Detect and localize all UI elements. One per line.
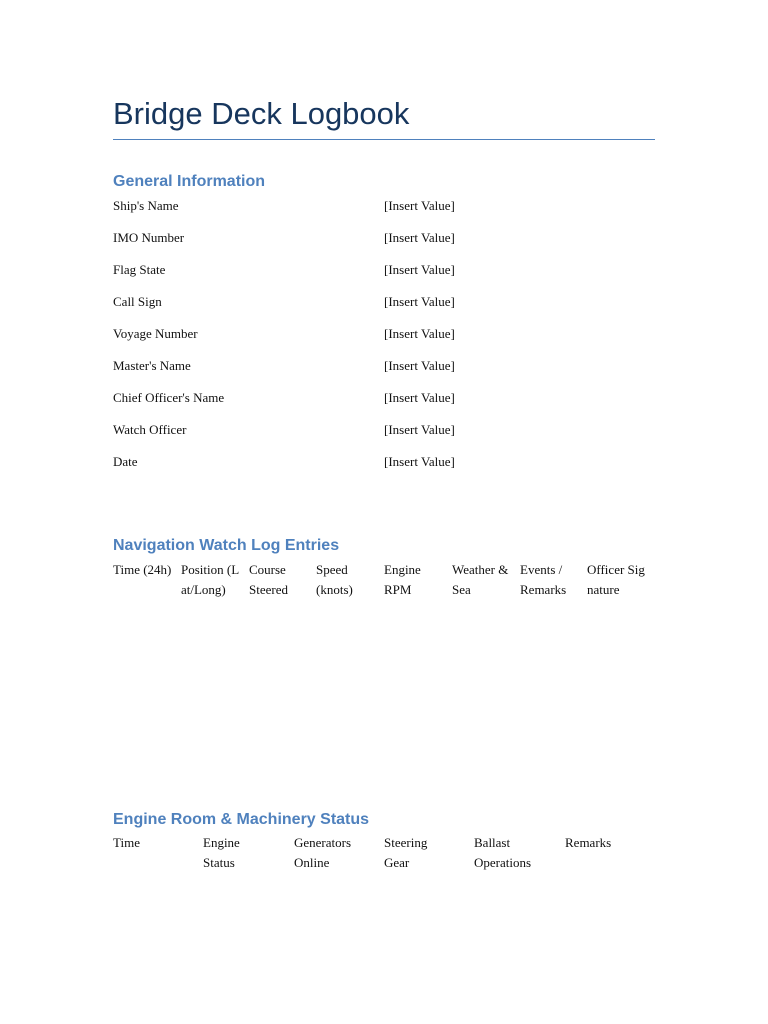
- nav-col-position: Position (Lat/Long): [181, 562, 240, 597]
- eng-col-generators: Generators Online: [294, 835, 352, 870]
- info-label-chief-officers-name: Chief Officer's Name: [113, 390, 225, 405]
- info-value-call-sign[interactable]: [Insert Value]: [384, 294, 455, 309]
- info-label-watch-officer: Watch Officer: [113, 422, 187, 437]
- info-label-flag-state: Flag State: [113, 262, 166, 277]
- engine-room-heading: Engine Room & Machinery Status: [113, 811, 370, 828]
- info-value-voyage-number[interactable]: [Insert Value]: [384, 326, 455, 341]
- info-value-date[interactable]: [Insert Value]: [384, 454, 455, 469]
- info-value-ships-name[interactable]: [Insert Value]: [384, 198, 455, 213]
- nav-col-events: Events / Remarks: [520, 562, 567, 597]
- info-value-masters-name[interactable]: [Insert Value]: [384, 358, 455, 373]
- eng-col-remarks: Remarks: [565, 835, 612, 850]
- title-rule: [113, 139, 655, 140]
- info-label-voyage-number: Voyage Number: [113, 326, 198, 341]
- nav-col-course: Course Steered: [249, 562, 288, 597]
- navigation-log-heading: Navigation Watch Log Entries: [113, 537, 340, 554]
- general-information-heading: General Information: [113, 173, 266, 190]
- info-value-chief-officers-name[interactable]: [Insert Value]: [384, 390, 455, 405]
- nav-col-officer-signature: Officer Signature: [587, 562, 645, 597]
- info-value-imo-number[interactable]: [Insert Value]: [384, 230, 455, 245]
- nav-col-speed: Speed (knots): [316, 562, 353, 597]
- eng-col-steering-gear: Steering Gear: [384, 835, 428, 870]
- info-value-flag-state[interactable]: [Insert Value]: [384, 262, 455, 277]
- info-label-ships-name: Ship's Name: [113, 198, 179, 213]
- nav-col-weather: Weather & Sea: [452, 562, 509, 597]
- info-value-watch-officer[interactable]: [Insert Value]: [384, 422, 455, 437]
- eng-col-ballast: Ballast Operations: [474, 835, 532, 870]
- info-label-masters-name: Master's Name: [113, 358, 191, 373]
- info-label-call-sign: Call Sign: [113, 294, 162, 309]
- info-label-imo-number: IMO Number: [113, 230, 185, 245]
- info-label-date: Date: [113, 454, 138, 469]
- eng-col-time: Time: [113, 835, 140, 850]
- nav-col-time: Time (24h): [113, 562, 172, 577]
- document-title: Bridge Deck Logbook: [113, 96, 410, 131]
- nav-col-engine-rpm: Engine RPM: [384, 562, 421, 597]
- eng-col-engine-status: Engine Status: [203, 835, 240, 870]
